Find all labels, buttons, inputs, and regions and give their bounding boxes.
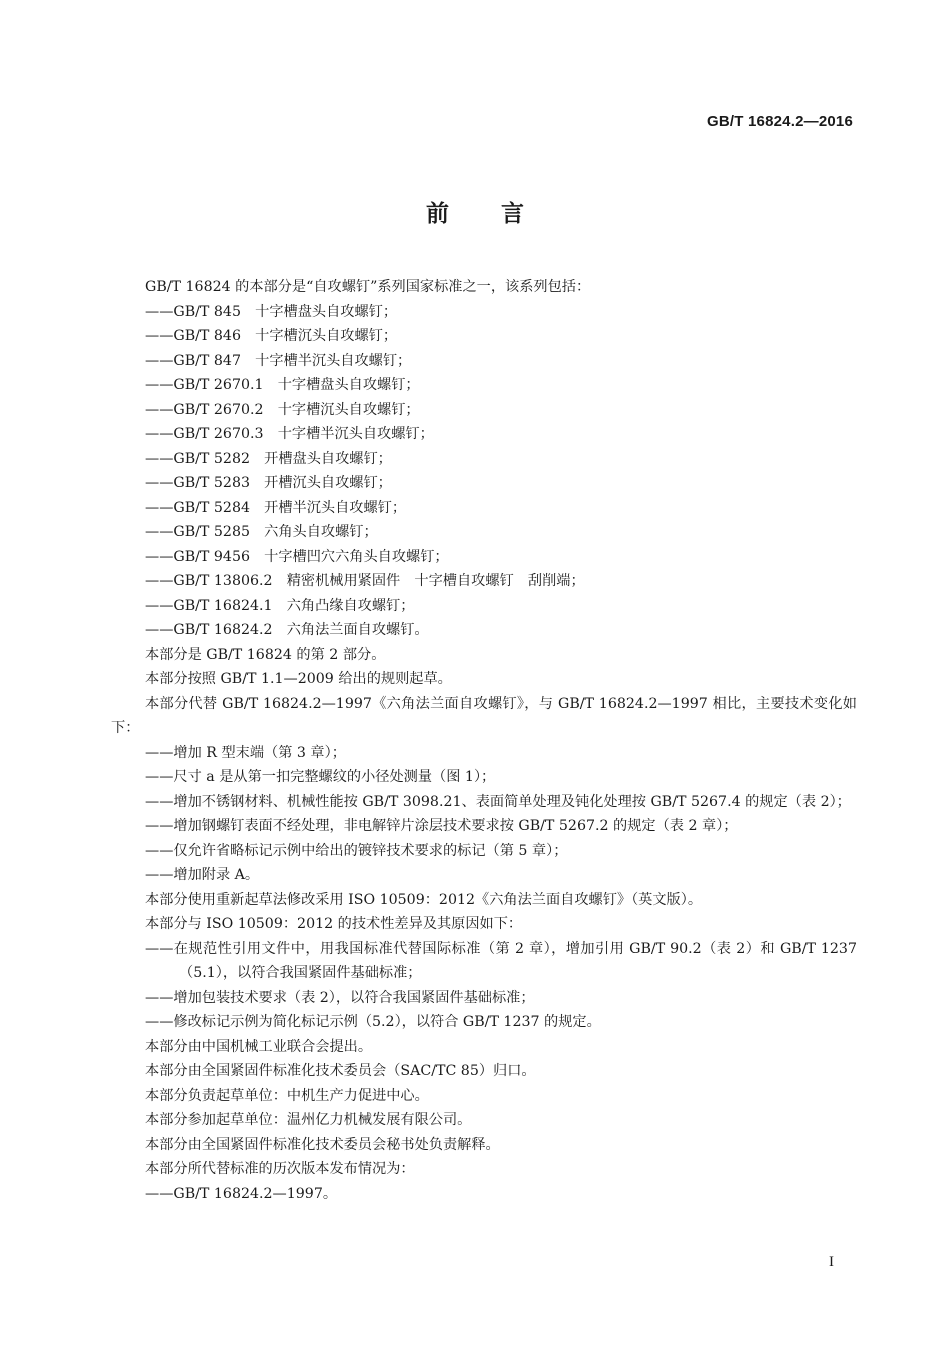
change-item: ——增加附录 A。 bbox=[145, 867, 260, 883]
adoption-paragraph: 本部分使用重新起草法修改采用 ISO 10509：2012《六角法兰面自攻螺钉》（英文版）。 bbox=[145, 891, 703, 908]
series-item: ——GB/T 5283 开槽沉头自攻螺钉； bbox=[145, 475, 392, 491]
drafting-rules-paragraph: 本部分按照 GB/T 1.1—2009 给出的规则起草。 bbox=[145, 671, 452, 687]
participating-drafter-paragraph: 本部分参加起草单位：温州亿力机械发展有限公司。 bbox=[145, 1112, 472, 1128]
history-paragraph: 本部分所代替标准的历次版本发布情况为： bbox=[145, 1161, 415, 1177]
change-item: ——增加钢螺钉表面不经处理，非电解锌片涂层技术要求按 GB/T 5267.2 的规定（表 2 章）； bbox=[145, 818, 738, 834]
series-item: ——GB/T 5282 开槽盘头自攻螺钉； bbox=[145, 450, 392, 467]
replacement-paragraph: 本部分代替 GB/T 16824.2—1997《六角法兰面自攻螺钉》，与 GB/T 16824.2—1997 相比，主要技术变化如下： bbox=[111, 695, 857, 736]
series-item: ——GB/T 16824.1 六角凸缘自攻螺钉； bbox=[145, 597, 415, 614]
series-item: ——GB/T 13806.2 精密机械用紧固件 十字槽自攻螺钉 刮削端； bbox=[145, 573, 585, 589]
series-item: ——GB/T 847 十字槽半沉头自攻螺钉； bbox=[145, 352, 412, 369]
series-item: ——GB/T 2670.1 十字槽盘头自攻螺钉； bbox=[145, 377, 420, 393]
change-item: ——增加不锈钢材料、机械性能按 GB/T 3098.21、表面简单处理及钝化处理按 GB/T 5267.4 的规定（表 2）； bbox=[145, 793, 851, 810]
change-item: ——仅允许省略标记示例中给出的镀锌技术要求的标记（第 5 章）； bbox=[145, 842, 568, 859]
committee-paragraph: 本部分由全国紧固件标准化技术委员会（SAC/TC 85）归口。 bbox=[145, 1063, 536, 1079]
interpretation-paragraph: 本部分由全国紧固件标准化技术委员会秘书处负责解释。 bbox=[145, 1136, 500, 1153]
change-item: ——尺寸 a 是从第一扣完整螺纹的小径处测量（图 1）； bbox=[145, 769, 496, 785]
series-item: ——GB/T 846 十字槽沉头自攻螺钉； bbox=[145, 328, 398, 344]
lead-drafter-paragraph: 本部分负责起草单位：中机生产力促进中心。 bbox=[145, 1087, 429, 1104]
series-item: ——GB/T 2670.3 十字槽半沉头自攻螺钉； bbox=[145, 426, 434, 442]
standard-number: GB/T 16824.2—2016 bbox=[707, 113, 853, 130]
part-paragraph: 本部分是 GB/T 16824 的第 2 部分。 bbox=[145, 646, 386, 663]
difference-item: ——修改标记示例为简化标记示例（5.2），以符合 GB/T 1237 的规定。 bbox=[145, 1014, 601, 1030]
intro-paragraph: GB/T 16824 的本部分是“自攻螺钉”系列国家标准之一，该系列包括： bbox=[145, 279, 591, 295]
change-item: ——增加 R 型末端（第 3 章）； bbox=[145, 744, 346, 761]
series-item: ——GB/T 16824.2 六角法兰面自攻螺钉。 bbox=[145, 622, 429, 638]
difference-item: ——增加包装技术要求（表 2），以符合我国紧固件基础标准； bbox=[145, 989, 535, 1006]
series-item: ——GB/T 9456 十字槽凹穴六角头自攻螺钉； bbox=[145, 548, 449, 565]
page-title: 前言 bbox=[426, 201, 576, 227]
differences-paragraph: 本部分与 ISO 10509：2012 的技术性差异及其原因如下： bbox=[145, 916, 523, 932]
series-item: ——GB/T 2670.2 十字槽沉头自攻螺钉； bbox=[145, 401, 420, 418]
page-number: I bbox=[829, 1254, 834, 1270]
series-item: ——GB/T 845 十字槽盘头自攻螺钉； bbox=[145, 303, 398, 320]
series-item: ——GB/T 5284 开槽半沉头自攻螺钉； bbox=[145, 499, 407, 516]
difference-item: ——在规范性引用文件中，用我国标准代替国际标准（第 2 章），增加引用 GB/T 90.2（表 2）和 GB/T 1237（5.1），以符合我国紧固件基础标准； bbox=[145, 940, 857, 981]
foreword-body bbox=[111, 275, 857, 1206]
history-item: ——GB/T 16824.2—1997。 bbox=[145, 1185, 338, 1202]
series-item: ——GB/T 5285 六角头自攻螺钉； bbox=[145, 524, 378, 540]
proposer-paragraph: 本部分由中国机械工业联合会提出。 bbox=[145, 1038, 373, 1055]
